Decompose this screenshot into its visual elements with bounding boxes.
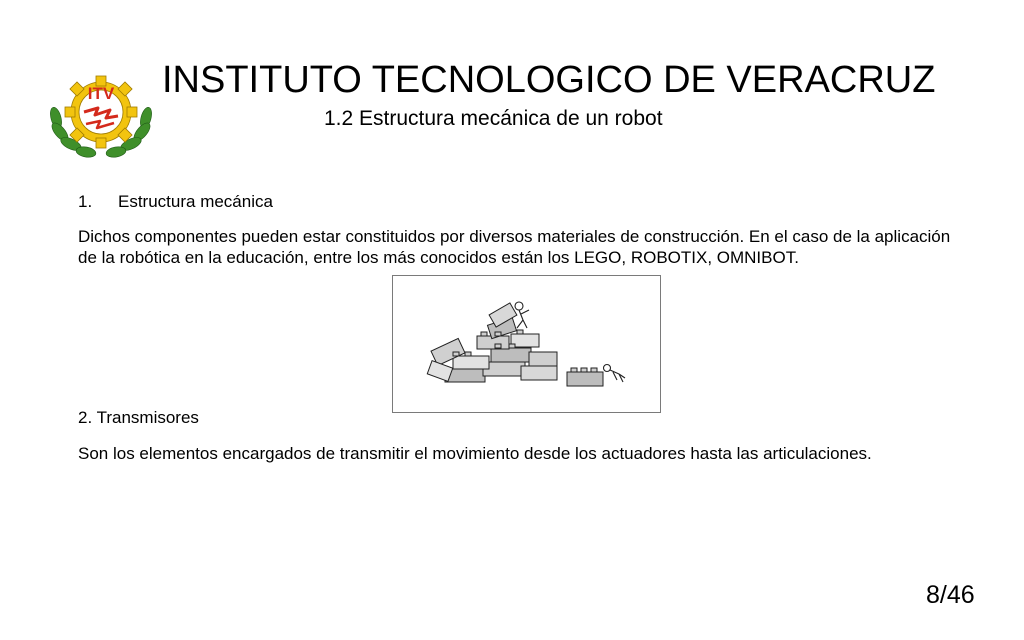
page-number: 8/46 bbox=[926, 581, 975, 609]
svg-text:ITV: ITV bbox=[87, 84, 115, 103]
paragraph-transmitters: Son los elementos encargados de transmitir el movimiento desde los actuadores hasta las articulaciones. bbox=[78, 444, 872, 463]
lego-robot-illustration bbox=[392, 275, 661, 413]
paragraph-structure: Dichos componentes pueden estar constituidos por diversos materiales de construcción. En el caso de la aplicación de la robótica en la educación, entre los más conocidos están los LEGO, ROBOTIX, OMNIBOT. bbox=[78, 227, 951, 267]
list-item-structure bbox=[78, 191, 273, 213]
list-item-number: 1. bbox=[78, 192, 93, 211]
page-subtitle: 1.2 Estructura mecánica de un robot bbox=[324, 107, 663, 130]
list-item-label: Estructura mecánica bbox=[118, 192, 273, 211]
institute-logo bbox=[46, 68, 156, 160]
list-item-transmitters: 2. Transmisores bbox=[78, 408, 199, 427]
page-title: INSTITUTO TECNOLOGICO DE VERACRUZ bbox=[162, 59, 936, 101]
